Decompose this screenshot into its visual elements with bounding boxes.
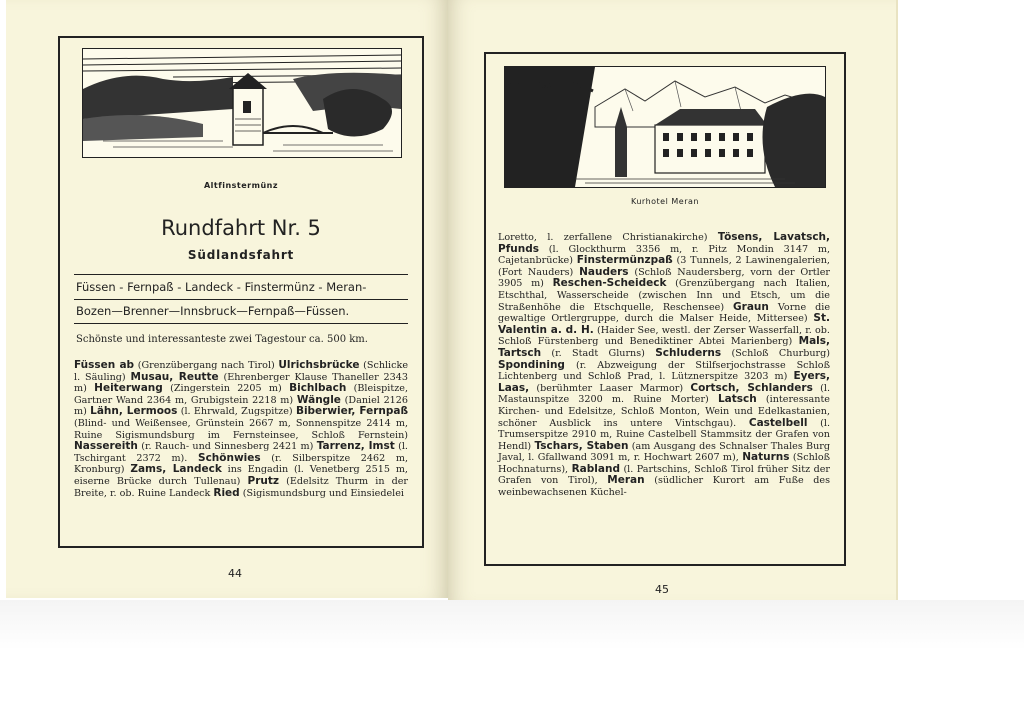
right-page-frame xyxy=(484,52,846,566)
tour-title: Rundfahrt Nr. 5 xyxy=(161,216,321,240)
left-page-frame xyxy=(58,36,424,548)
kurhotel-meran-illustration xyxy=(504,66,826,188)
route-line-2: Bozen—Brenner—Innsbruck—Fernpaß—Füssen. xyxy=(76,304,350,318)
illustration-caption: Altfinstermünz xyxy=(203,181,278,190)
route-line-1: Füssen - Fernpaß - Landeck - Finstermünz - Meran- xyxy=(76,280,367,294)
tour-subtitle: Südlandsfahrt xyxy=(187,248,295,262)
scanner-background xyxy=(0,600,1024,725)
page-number: 45 xyxy=(655,583,669,596)
divider xyxy=(74,299,408,300)
route-description: Loretto, l. zerfallene Christianakirche) Tösens, Lavatsch, Pfunds (l. Glockthurm 3356 m, r. Pitz Mondin 3147 m, Cajetanbrücke) Finstermünzpaß (3 Tunnels, 2 Lawinengalerien, (Fort Nauders) Nauders (Schloß Naudersberg, vorn der Ortler 3905 m) Reschen-Scheideck (Grenzübergang nach Italien, Etschthal, Wasserscheide (zwischen Inn und Etsch, um die Straßenhöhe die Etschquelle, Reschensee) Graun Vorne die gewaltige Ortlergruppe, durch die Malser Heide, Mittersee) St. Valentin a. d. H. (Haider See, westl. der Zerser Wasserfall, r. ob. Schloß Fürstenberg und Benediktiner Abtei Marienberg) Mals, Tartsch (r. Stadt Glurns) Schluderns (Schloß Churburg) Spondining (r. Abzweigung der Stilfserjochstrasse Schloß Lichtenberg und Schloß Prad, l. Lütznerspitze 3203 m) Eyers, Laas, (berühmter Laaser Marmor) Cortsch, Schlanders (l. Mastaunspitze 3200 m. Ruine Morter) Latsch (interessante Kirchen- und Edelsitze, Schloß Monton, Wein und Edelkastanien, schöner Ausblick ins untere Vintschgau). Castelbell (l. Trumserspitze 2910 m, Ruine Castelbell Stammsitz der Grafen von Hendl) Tschars, Staben (am Ausgang des Schnalser Thales Burg Javal, l. Gfallwand 3091 m, r. Hochwart 2607 m), Naturns (Schloß Hochnaturns), Rabland (l. Partschins, Schloß Tirol früher Sitz der Grafen von Tirol), Meran (südlicher Kurort am Fuße des weinbewachsenen Küchel- xyxy=(498,231,831,499)
route-description: Füssen ab (Grenzübergang nach Tirol) Ulrichsbrücke (Schlicke l. Säuling) Musau, Reutte (Ehrenberger Klause Thaneller 2343 m) Heiterwang (Zingerstein 2205 m) Bichlbach (Bleispitze, Gartner Wand 2364 m, Grubigstein 2218 m) Wängle (Daniel 2126 m) Lähn, Lermoos (l. Ehrwald, Zugspitze) Biberwier, Fernpaß (Blind- und Weißensee, Grünstein 2667 m, Sonnenspitze 2414 m, Ruine Sigismundsburg im Fernsteinsee, Schloß Fernstein) Nassereith (r. Rauch- und Sinnesberg 2421 m) Tarrenz, Imst (l. Tschirgant 2372 m). Schönwies (r. Silberspitze 2462 m, Kronburg) Zams, Landeck ins Engadin (l. Venetberg 2515 m, eiserne Brücke durch Tullenau) Prutz (Edelsitz Thurm in der Breite, r. ob. Ruine Landeck Ried (Sigismundsburg und Einsiedelei xyxy=(74,359,408,499)
illustration-caption: Kurhotel Meran xyxy=(631,197,699,206)
divider xyxy=(74,274,408,275)
right-page xyxy=(448,0,898,604)
divider xyxy=(74,323,408,324)
page-number: 44 xyxy=(228,567,242,580)
tour-tagline: Schönste und interessanteste zwei Tagestour ca. 500 km. xyxy=(76,334,368,345)
altfinstermuenz-illustration xyxy=(82,48,402,158)
left-page xyxy=(6,0,448,598)
